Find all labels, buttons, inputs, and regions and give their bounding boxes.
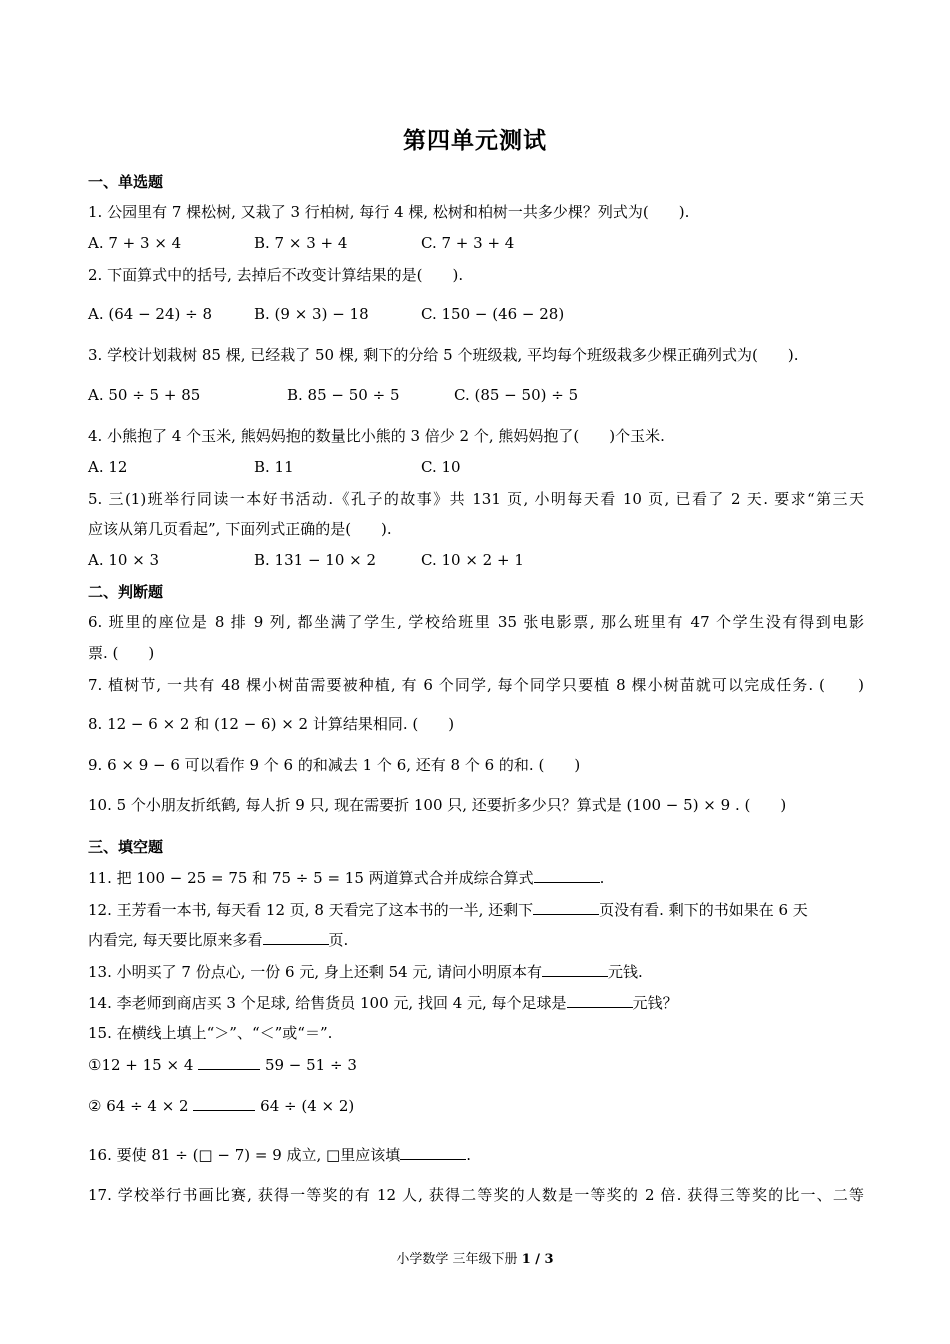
question-12-text-a: 12. 王芳看一本书, 每天看 12 页, 8 天看完了这本书的一半, 还剩下 <box>88 901 534 919</box>
answer-blank-14[interactable] <box>567 992 633 1008</box>
answer-blank-15-2[interactable] <box>193 1095 255 1111</box>
section-heading-single-choice: 一、单选题 <box>88 173 164 191</box>
q5-option-b: B. 131 − 10 × 2 <box>254 551 377 569</box>
question-13-text: 13. 小明买了 7 份点心, 一份 6 元, 身上还剩 54 元, 请问小明原本有 <box>88 963 543 981</box>
question-12-text-b: 页没有看. 剩下的书如果在 6 天 <box>599 901 808 919</box>
q1-option-a: A. 7 + 3 × 4 <box>88 234 182 252</box>
question-16-text: 16. 要使 81 ÷ (□ − 7) = 9 成立, □里应该填 <box>88 1146 401 1164</box>
q2-option-c: C. 150 − (46 − 28) <box>421 305 565 323</box>
question-6-line-1: 6. 班里的座位是 8 排 9 列, 都坐满了学生, 学校给班里 35 张电影票, 那么班里有 47 个学生没有得到电影 <box>88 613 864 631</box>
question-14 <box>88 992 678 1013</box>
section-heading-fill-blank: 三、填空题 <box>88 838 164 856</box>
question-10: 10. 5 个小朋友折纸鹤, 每人折 9 只, 现在需要折 100 只, 还要折多少只？算式是 (100 − 5) × 9 . ( ) <box>88 796 787 814</box>
q15-1-left: ①12 + 15 × 4 <box>88 1056 194 1074</box>
answer-blank-11[interactable] <box>534 867 600 883</box>
q2-option-a: A. (64 − 24) ÷ 8 <box>88 305 212 323</box>
question-11 <box>88 867 604 888</box>
q3-option-b: B. 85 − 50 ÷ 5 <box>287 386 400 404</box>
q2-option-b: B. (9 × 3) − 18 <box>254 305 369 323</box>
answer-blank-13[interactable] <box>542 961 608 977</box>
question-3: 3. 学校计划栽树 85 棵, 已经栽了 50 棵, 剩下的分给 5 个班级栽, 平均每个班级栽多少棵正确列式为( ). <box>88 346 799 364</box>
answer-blank-16[interactable] <box>400 1144 466 1160</box>
answer-blank-12a[interactable] <box>533 899 599 915</box>
q4-option-b: B. 11 <box>254 458 294 476</box>
question-16 <box>88 1144 471 1165</box>
question-15-part-1 <box>88 1054 357 1075</box>
question-13 <box>88 961 643 982</box>
answer-blank-12b[interactable] <box>263 929 329 945</box>
question-14-end: 元钱？ <box>632 994 678 1012</box>
q4-option-c: C. 10 <box>421 458 461 476</box>
question-15: 15. 在横线上填上“＞”、“＜”或“＝”. <box>88 1024 333 1042</box>
question-16-end: . <box>466 1146 472 1164</box>
question-12-text-d: 页. <box>328 931 349 949</box>
q15-1-right: 59 − 51 ÷ 3 <box>264 1056 357 1074</box>
page-footer <box>0 1248 950 1267</box>
q5-option-c: C. 10 × 2 + 1 <box>421 551 524 569</box>
question-5-line-2: 应该从第几页看起”, 下面列式正确的是( ). <box>88 520 392 538</box>
question-1: 1. 公园里有 7 棵松树, 又栽了 3 行柏树, 每行 4 棵, 松树和柏树一共多少棵？列式为( ). <box>88 203 690 221</box>
section-heading-true-false: 二、判断题 <box>88 583 164 601</box>
q3-option-c: C. (85 − 50) ÷ 5 <box>454 386 579 404</box>
question-17: 17. 学校举行书画比赛, 获得一等奖的有 12 人, 获得二等奖的人数是一等奖的 2 倍. 获得三等奖的比一、二等 <box>88 1186 864 1204</box>
q15-2-right: 64 ÷ (4 × 2) <box>260 1097 355 1115</box>
question-6-line-2: 票. ( ) <box>88 644 155 662</box>
q1-option-c: C. 7 + 3 + 4 <box>421 234 515 252</box>
page-number: 1 / 3 <box>521 1252 554 1267</box>
q15-2-left: ② 64 ÷ 4 × 2 <box>88 1097 189 1115</box>
question-14-text: 14. 李老师到商店买 3 个足球, 给售货员 100 元, 找回 4 元, 每个足球是 <box>88 994 567 1012</box>
question-8: 8. 12 − 6 × 2 和 (12 − 6) × 2 计算结果相同. ( ) <box>88 715 455 733</box>
question-9: 9. 6 × 9 − 6 可以看作 9 个 6 的和减去 1 个 6, 还有 8 个 6 的和. ( ) <box>88 756 581 774</box>
answer-blank-15-1[interactable] <box>198 1054 260 1070</box>
question-12-line-2 <box>88 929 348 950</box>
question-11-text: 11. 把 100 − 25 = 75 和 75 ÷ 5 = 15 两道算式合并成综合算式 <box>88 869 534 887</box>
q5-option-a: A. 10 × 3 <box>88 551 160 569</box>
question-5-line-1: 5. 三(1)班举行同读一本好书活动.《孔子的故事》共 131 页, 小明每天看 10 页, 已看了 2 天. 要求“第三天 <box>88 490 864 508</box>
question-11-end: . <box>599 869 605 887</box>
q3-option-a: A. 50 ÷ 5 + 85 <box>88 386 201 404</box>
question-2: 2. 下面算式中的括号, 去掉后不改变计算结果的是( ). <box>88 266 464 284</box>
page-title: 第四单元测试 <box>403 128 547 154</box>
q1-option-b: B. 7 × 3 + 4 <box>254 234 348 252</box>
question-12-text-c: 内看完, 每天要比原来多看 <box>88 931 263 949</box>
question-12-line-1 <box>88 899 864 920</box>
question-15-part-2 <box>88 1095 354 1116</box>
footer-text: 小学数学 三年级下册 <box>396 1252 518 1267</box>
question-4: 4. 小熊抱了 4 个玉米, 熊妈妈抱的数量比小熊的 3 倍少 2 个, 熊妈妈抱了( )个玉米. <box>88 427 665 445</box>
question-13-end: 元钱. <box>608 963 643 981</box>
q4-option-a: A. 12 <box>88 458 128 476</box>
question-7: 7. 植树节, 一共有 48 棵小树苗需要被种植, 有 6 个同学, 每个同学只要植 8 棵小树苗就可以完成任务. ( ) <box>88 676 864 694</box>
